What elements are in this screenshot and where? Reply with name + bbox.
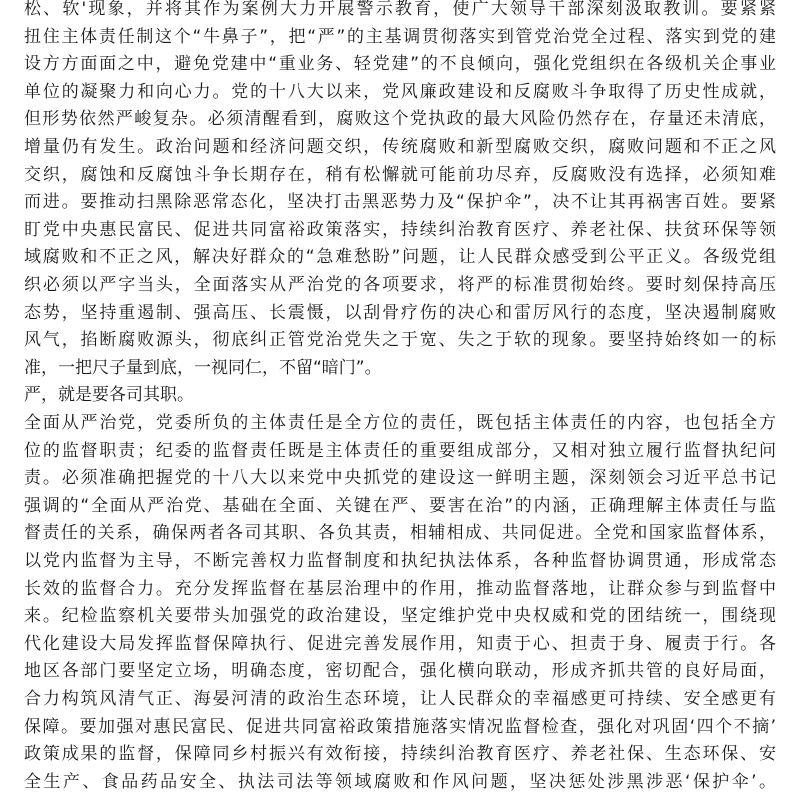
paragraph-line: 风气，掐断腐败源头，彻底纠正管党治党失之于宽、失之于软的现象。要坚持始终如一的标 <box>24 330 776 351</box>
paragraph-line: 增量仍有发生。政治问题和经济问题交织，传统腐败和新型腐败交织，腐败问题和不正之风 <box>24 137 776 157</box>
paragraph-line: 强调的“全面从严治党、基础在全面、关键在严、要害在治”的内涵，正确理解主体责任与监 <box>24 495 776 516</box>
paragraph-line: 督责任的关系，确保两者各司其职、各负其责，相辅相成、共同促进。全党和国家监督体系， <box>24 523 776 544</box>
paragraph-line: 合力构筑风清气正、海晏河清的政治生态环境，让人民群众的幸福感更可持续、安全感更有 <box>24 689 776 709</box>
paragraph-line: 责。必须准确把握党的十八大以来党中央抓党的建设这一鲜明主题，深刻领会习近平总书记 <box>24 468 776 489</box>
paragraph-line: 态势，坚持重遏制、强高压、长震慑，以刮骨疗伤的决心和雷厉风行的态度，坚决遏制腐败 <box>24 302 776 323</box>
paragraph-line: 单位的凝聚力和向心力。党的十八大以来，党风廉政建设和反腐败斗争取得了历史性成就， <box>24 81 776 102</box>
section-heading: 严，就是要各司其职。 <box>24 385 194 406</box>
paragraph-line: 但形势依然严峻复杂。必须清醒看到，腐败这个党执政的最大风险仍然存在，存量还未清底， <box>24 109 776 130</box>
paragraph-line: 保障。要加强对惠民富民、促进共同富裕政策措施落实情况监督检查，强化对巩固‘四个不摘’ <box>24 716 776 737</box>
paragraph-line: 政策成果的监督，保障同乡村振兴有效衔接，持续纠治教育医疗、养老社保、生态环保、安 <box>24 744 776 765</box>
paragraph-line: 织必须以严字当头，全面落实从严治党的各项要求，将严的标准贯彻始终。要时刻保持高压 <box>24 275 776 295</box>
paragraph-line: 交织，腐蚀和反腐蚀斗争长期存在，稍有松懈就可能前功尽弃，反腐败没有选择，必须知难 <box>24 164 776 185</box>
paragraph-line: 代化建设大局发挥监督保障执行、促进完善发展作用，知责于心、担责于身、履责于行。各 <box>24 633 776 654</box>
paragraph-line: 来。纪检监察机关要带头加强党的政治建设，坚定维护党中央权威和党的团结统一，围绕现 <box>24 606 776 627</box>
paragraph-line: 位的监督职责；纪委的监督责任既是主体责任的重要组成部分，又相对独立履行监督执纪问 <box>24 440 776 461</box>
paragraph-line: 以党内监督为主导，不断完善权力监督制度和执纪执法体系，各种监督协调贯通，形成常态 <box>24 551 776 571</box>
paragraph-line: 而进。要推动扫黑除恶常态化，坚决打击黑恶势力及“保护伞”，决不让其再祸害百姓。要紧 <box>24 192 776 213</box>
paragraph-line: 全面从严治党，党委所负的主体责任是全方位的责任，既包括主体责任的内容，也包括全方 <box>24 413 776 433</box>
paragraph-line: 全生产、食品药品安全、执法司法等领域腐败和作风问题，坚决惩处涉黑涉恶‘保护伞’。 <box>24 771 776 792</box>
paragraph-line: 地区各部门要坚定立场，明确态度，密切配合，强化横向联动，形成齐抓共管的良好局面， <box>24 661 776 682</box>
paragraph-line: 设方方面面之中，避免党建中“重业务、轻党建”的不良倾向，强化党组织在各级机关企事业 <box>24 54 776 75</box>
paragraph-line: 长效的监督合力。充分发挥监督在基层治理中的作用，推动监督落地，让群众参与到监督中 <box>24 578 776 599</box>
paragraph-line: 松、软'现象，并将其作为案例大力开展警示教育，使广大领导干部深刻汲取教训。要紧紧 <box>24 0 776 19</box>
paragraph-line: 盯党中央惠民富民、促进共同富裕政策落实，持续纠治教育医疗、养老社保、扶贫环保等领 <box>24 219 776 240</box>
paragraph-line: 准，一把尺子量到底，一视同仁，不留“暗门”。 <box>24 357 382 378</box>
paragraph-line: 扭住主体责任制这个“牛鼻子”，把“严”的主基调贯彻落实到管党治党全过程、落实到党的建 <box>24 26 776 47</box>
paragraph-line: 域腐败和不正之风，解决好群众的“急难愁盼”问题，让人民群众感受到公平正义。各级党组 <box>24 247 776 268</box>
